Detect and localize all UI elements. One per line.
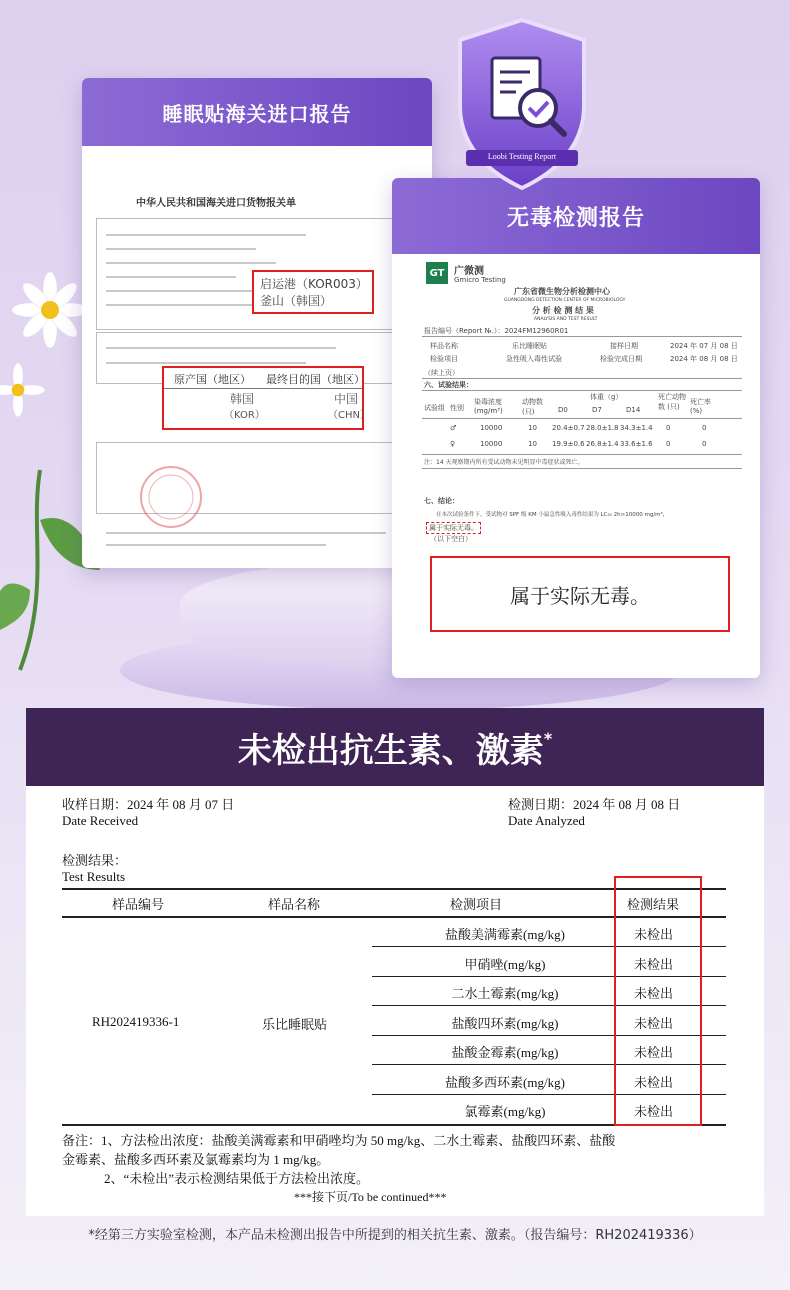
conclusion-nontoxic: 属于实际无毒。 [426, 522, 481, 534]
completion-date-label: 检验完成日期 [600, 355, 642, 363]
toxicity-report-banner: 无毒检测报告 [392, 178, 760, 254]
customs-stamp [136, 462, 206, 532]
row1-d7: 28.0±1.8 [586, 424, 619, 432]
origin-code: （KOR） [224, 410, 265, 421]
sample-name-label: 样品名称 [430, 342, 458, 350]
weight-header: 体重（g） [590, 393, 623, 401]
col-group: 试验组 [424, 404, 445, 412]
result-english-title: ANALYSIS AND TEST RESULT [534, 317, 598, 322]
row1-deaths: 0 [666, 424, 671, 432]
completion-date: 2024 年 08 月 08 日 [670, 355, 738, 363]
destination-header: 最终目的国（地区） [266, 373, 365, 386]
blank-below-note: （以下空白） [430, 535, 472, 543]
date-analyzed-en: Date Analyzed [508, 813, 585, 828]
departure-port-code: 启运港（KOR003） [260, 277, 368, 291]
departure-port-name: 釜山（韩国） [260, 294, 333, 308]
col-deaths: 死亡动物数 (只) [658, 393, 686, 411]
row2-mortality: 0 [702, 440, 707, 448]
departure-port-highlight [252, 270, 374, 314]
item-result-2: 未检出 [634, 957, 674, 972]
observation-note: 注：14 天观察期内所有受试动物未见明显中毒症状或死亡。 [424, 459, 584, 466]
section-seven-heading: 七、结论： [424, 497, 459, 505]
continued-marker: ***接下页/To be continued*** [294, 1190, 447, 1204]
report-number: 2024FM12960R01 [504, 327, 569, 335]
item-name-5: 盐酸金霉素(mg/kg) [451, 1045, 559, 1060]
col-sex: 性别 [450, 404, 464, 412]
row1-d0: 20.4±0.7 [552, 424, 585, 432]
receive-date-label: 接样日期 [610, 342, 638, 350]
footer-disclaimer: *经第三方实验室检测，本产品未检测出报告中所提到的相关抗生素、激素。（报告编号：RH202419336） [88, 1228, 702, 1243]
destination-country: 中国 [334, 392, 359, 406]
test-results-label-en: Test Results [62, 869, 126, 884]
result-column-highlight [614, 876, 702, 1126]
col-concentration: 染毒浓度 (mg/m³) [474, 398, 503, 415]
col-d14: D14 [626, 406, 641, 414]
row1-d14: 34.3±1.4 [620, 424, 653, 432]
origin-country: 韩国 [230, 392, 255, 406]
row2-d7: 26.8±1.4 [586, 440, 619, 448]
item-result-6: 未检出 [634, 1075, 674, 1090]
test-item: 急性吸入毒性试验 [506, 355, 562, 363]
conclusion-text: 在本次试验条件下，受试物对 SPF 级 KM 小鼠急性吸入毒性结果为 LC₅₀ 2h>10000 mg/m³， [436, 512, 669, 518]
receive-date: 2024 年 07 月 08 日 [670, 342, 738, 350]
row2-deaths: 0 [666, 440, 671, 448]
nontoxic-callout: 属于实际无毒。 [430, 556, 730, 632]
toxicity-report-document [422, 258, 742, 668]
sample-name: 乐比睡眠贴 [512, 342, 547, 350]
results-heading-text: 未检出抗生素、激素 [237, 730, 544, 771]
toxicity-report-card [392, 178, 760, 678]
date-received: 收样日期：2024 年 08 月 07 日 [62, 797, 235, 812]
destination-code: （CHN） [328, 410, 370, 421]
date-received-en: Date Received [62, 813, 139, 828]
test-item-label: 检验项目 [430, 355, 458, 363]
customs-report-card [82, 78, 432, 568]
customs-doc-title: 中华人民共和国海关进口货物报关单 [136, 198, 296, 209]
testing-shield-badge [452, 16, 592, 192]
header-test-item: 检测项目 [450, 897, 503, 912]
sample-name-cell: 乐比睡眠贴 [262, 1017, 328, 1032]
note-line-1: 备注：1、方法检出浓度：盐酸美满霉素和甲硝唑均为 50 mg/kg、二水土霉素、盐酸四环素、盐酸 [62, 1133, 616, 1148]
center-name: 广东省微生物分析检测中心 [514, 287, 610, 296]
results-heading-mark: * [543, 728, 553, 748]
header-sample-id: 样品编号 [112, 897, 165, 912]
item-name-1: 盐酸美满霉素(mg/kg) [445, 927, 565, 942]
note-line-2: 2、“未检出”表示检测结果低于方法检出浓度。 [104, 1171, 370, 1186]
item-name-4: 盐酸四环素(mg/kg) [451, 1016, 559, 1031]
item-name-7: 氯霉素(mg/kg) [464, 1104, 546, 1119]
lab-english-name: Gmicro Testing [454, 276, 506, 284]
origin-destination-highlight [162, 366, 370, 430]
row1-concentration: 10000 [480, 424, 503, 432]
sample-id-cell: RH202419336-1 [92, 1014, 180, 1029]
origin-header: 原产国（地区） [174, 373, 251, 386]
item-name-2: 甲硝唑(mg/kg) [464, 957, 546, 972]
test-results-panel [26, 786, 764, 1216]
customs-report-banner: 睡眠贴海关进口报告 [82, 78, 432, 146]
row1-sex: ♂ [450, 424, 457, 432]
header-sample-name: 样品名称 [268, 897, 321, 912]
center-english-name: GUANGDONG DETECTION CENTER OF MICROBIOLOGY [504, 298, 626, 303]
item-name-3: 二水土霉素(mg/kg) [451, 986, 559, 1001]
row2-sex: ♀ [450, 440, 456, 448]
item-name-6: 盐酸多西环素(mg/kg) [445, 1075, 565, 1090]
row1-mortality: 0 [702, 424, 707, 432]
item-result-5: 未检出 [634, 1045, 674, 1060]
result-title: 分 析 检 测 结 果 [532, 306, 594, 315]
report-number-label: 报告编号（Report №.）： [424, 327, 505, 335]
continued-from-previous: （续上页） [424, 369, 459, 377]
gmicro-logo-icon: GT [426, 262, 448, 284]
item-result-4: 未检出 [634, 1016, 674, 1031]
col-d7: D7 [592, 406, 602, 414]
date-analyzed: 检测日期：2024 年 08 月 08 日 [508, 797, 681, 812]
col-animals: 动物数 (只) [522, 398, 543, 416]
row2-d0: 19.9±0.6 [552, 440, 585, 448]
header-result: 检测结果 [627, 897, 680, 912]
note-line-1b: 金霉素、盐酸多西环素及氯霉素均为 1 mg/kg。 [62, 1152, 330, 1167]
row2-animals: 10 [528, 440, 537, 448]
item-result-3: 未检出 [634, 986, 674, 1001]
row2-concentration: 10000 [480, 440, 503, 448]
row2-d14: 33.6±1.6 [620, 440, 653, 448]
section-six-heading: 六、试验结果： [424, 381, 473, 389]
item-result-1: 未检出 [634, 927, 674, 942]
lab-short-name: 广微测 [454, 266, 484, 277]
item-result-7: 未检出 [634, 1104, 674, 1119]
col-d0: D0 [558, 406, 568, 414]
row1-animals: 10 [528, 424, 537, 432]
results-heading [26, 708, 764, 786]
col-mortality: 死亡率 (%) [690, 398, 711, 415]
test-results-label: 检测结果： [62, 853, 128, 868]
shield-caption: Loobi Testing Report [487, 152, 557, 161]
